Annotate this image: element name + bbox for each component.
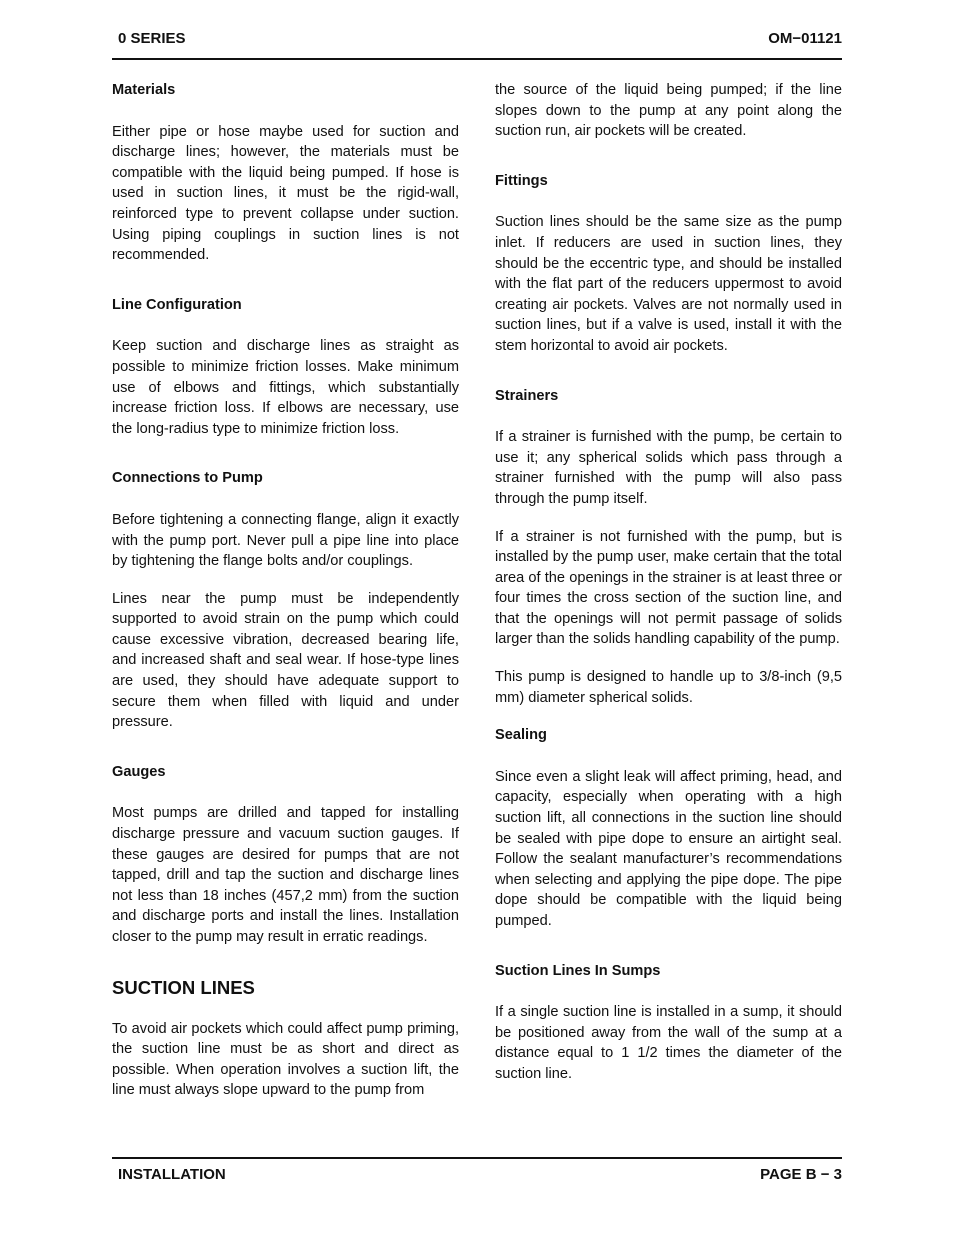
materials-heading: Materials — [112, 82, 176, 98]
line-configuration-text: Keep suction and discharge lines as straight as possible to minimize friction losses. Make minimum use of elbows and fittings, which substantially increase friction loss. If elbows are necessary, use the long-radius type to minimize friction loss. — [112, 338, 459, 437]
footer-section: INSTALLATION — [118, 1166, 226, 1183]
connections-heading: Connections to Pump — [112, 470, 263, 487]
gauges-heading: Gauges — [112, 763, 166, 780]
suction-lines-continued-text: the source of the liquid being pumped; if the line slopes down to the pump at any point along the suction run, air pockets will be created. — [495, 82, 842, 140]
connections-text-2: Lines near the pump must be independently supported to avoid strain on the pump which could cause excessive vibration, decreased bearing life, and increased shaft and seal wear. If hose-type lines are used, they should have adequate support to secure them when filled with liquid and under pressure. — [112, 590, 459, 731]
page-header — [112, 28, 842, 50]
sealing-heading: Sealing — [495, 727, 547, 744]
strainers-text-3: This pump is designed to handle up to 3/8-inch (9,5 mm) diameter spherical solids. — [495, 669, 842, 706]
left-column — [112, 80, 459, 1118]
materials-text: Either pipe or hose maybe used for suction and discharge lines; however, the materials must be compatible with the liquid being pumped. If hose is used in suction lines, it must be the rigid-wall, reinforced type to prevent collapse under suction. Using piping couplings in suction lines is not recommended. — [112, 123, 459, 264]
connections-text-1: Before tightening a connecting flange, align it exactly with the pump port. Never pull a pipe line into place by tightening the flange bolts and/or couplings. — [112, 511, 459, 570]
footer-rule — [112, 1157, 842, 1159]
right-column — [495, 80, 842, 1102]
sumps-text: If a single suction line is installed in a sump, it should be positioned away from the wall of the sump at a distance equal to 1 1/2 times the diameter of the suction line. — [495, 1004, 842, 1082]
strainers-text-1: If a strainer is furnished with the pump, be certain to use it; any spherical solids which pass through a strainer furnished with the pump will also pass through the pump itself. — [495, 429, 842, 507]
suction-lines-heading: SUCTION LINES — [112, 976, 255, 998]
strainers-heading: Strainers — [495, 387, 559, 404]
footer-page-number: PAGE B − 3 — [760, 1166, 842, 1183]
strainers-text-2: If a strainer is not furnished with the pump, but is installed by the pump user, make certain that the total area of the openings in the strainer is at least three or four times the cross section of the suction line, and that the openings will not permit passage of solids larger than the solids handling capability of the pump. — [495, 528, 842, 648]
header-rule — [112, 58, 842, 60]
gauges-text: Most pumps are drilled and tapped for installing discharge pressure and vacuum suction gauges. If these gauges are desired for pumps that are not tapped, drill and tap the suction and discharge lines not less than 18 inches (457,2 mm) from the suction and discharge ports and install the lines. Installation closer to the pump may result in erratic readings. — [112, 805, 459, 945]
fittings-text: Suction lines should be the same size as the pump inlet. If reducers are used in suction lines, they should be the eccentric type, and should be installed with the flat part of the reducers uppermost to avoid creating air pockets. Valves are not normally used in suction lines, but if a valve is used, install it with the stem horizontal to avoid air pockets. — [495, 214, 842, 354]
suction-lines-text: To avoid air pockets which could affect pump priming, the suction line must be as short and direct as possible. When operation involves a suction lift, the line must always slope upward to the pump from — [112, 1020, 459, 1099]
sealing-text: Since even a slight leak will affect priming, head, and capacity, especially when operating with a high suction lift, all connections in the suction line should be sealed with pipe dope to ensure an airtight seal. Follow the sealant manufacturer’s recommendations when selecting and applying the pipe dope. The pipe dope should be compatible with the liquid being pumped. — [495, 768, 842, 929]
header-doc-number: OM−01121 — [768, 30, 842, 47]
line-configuration-heading: Line Configuration — [112, 296, 242, 313]
fittings-heading: Fittings — [495, 172, 548, 189]
page-footer — [112, 1165, 842, 1187]
sumps-heading: Suction Lines In Sumps — [495, 962, 661, 979]
header-series: 0 SERIES — [118, 30, 186, 47]
